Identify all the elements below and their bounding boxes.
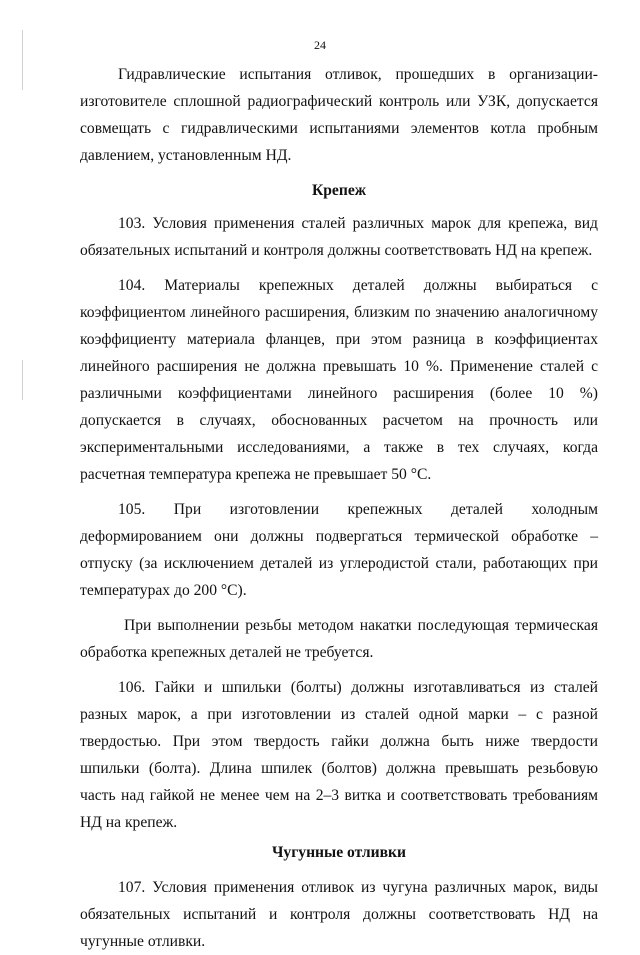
paragraph-105: 105. При изготовлении крепежных деталей холодным деформированием они должны подвергаться термической обработке – отпуску (за исключением деталей из углеродистой стали, работающих при температурах до 200 °С). <box>80 501 598 599</box>
heading-cast-iron: Чугунные отливки <box>271 844 407 861</box>
paragraph-intro: Гидравлические испытания отливок, прошедших в организации-изготовителе сплошной радиографический контроль или УЗК, допускается совмещать с гидравлическими испытаниями элементов котла пробным давлением, установленным НД. <box>80 66 598 164</box>
scan-artifact-line <box>22 360 23 400</box>
document-body <box>80 61 598 955</box>
paragraph-107: 107. Условия применения отливок из чугуна различных марок, виды обязательных испытаний и контроля должны соответствовать НД на чугунные отливки. <box>80 879 598 950</box>
heading-fasteners: Крепеж <box>311 182 367 199</box>
paragraph-105-continued: При выполнении резьбы методом накатки последующая термическая обработка крепежных деталей не требуется. <box>80 617 598 661</box>
page-number: 24 <box>314 38 326 52</box>
paragraph-103: 103. Условия применения сталей различных марок для крепежа, вид обязательных испытаний и контроля должны соответствовать НД на крепеж. <box>80 215 598 259</box>
paragraph-106: 106. Гайки и шпильки (болты) должны изготавливаться из сталей разных марок, а при изготовлении из сталей одной марки – с разной твердостью. При этом твердость гайки должна быть ниже твердости шпильки (болта). Длина шпилек (болтов) должна превышать резьбовую часть над гайкой не менее чем на 2–3 витка и соответствовать требованиям НД на крепеж. <box>80 679 598 831</box>
paragraph-104: 104. Материалы крепежных деталей должны выбираться с коэффициентом линейного расширения, близким по значению аналогичному коэффициенту материала фланцев, при этом разница в коэффициентах линейного расширения не должна превышать 10 %. Применение сталей с различными коэффициентами линейного расширения (более 10 %) допускается в случаях, обоснованных расчетом на прочность или экспериментальными исследованиями, а также в тех случаях, когда расчетная температура крепежа не превышает 50 °С. <box>80 277 598 483</box>
